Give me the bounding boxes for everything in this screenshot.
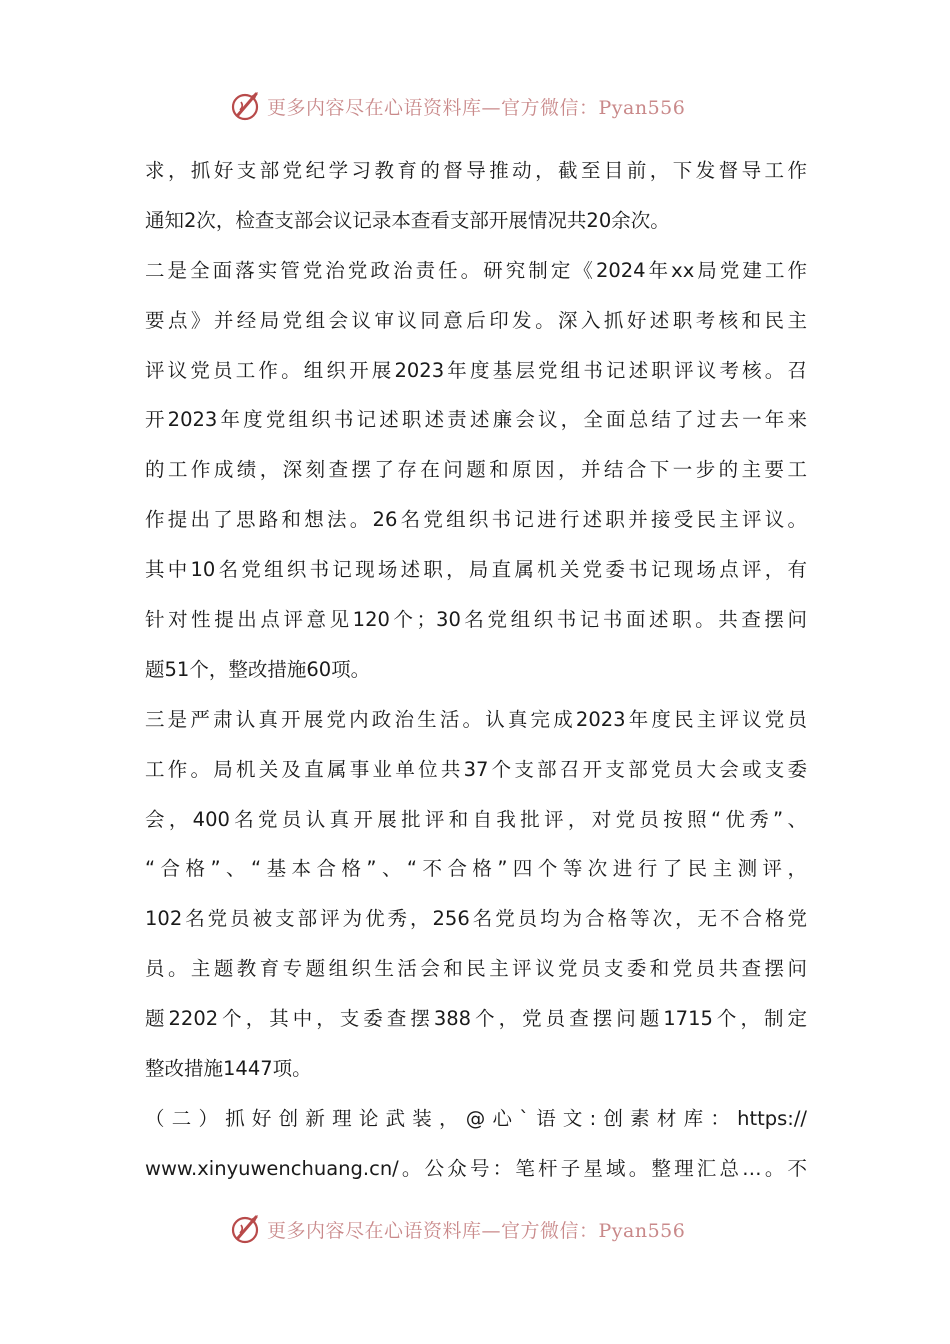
footer-watermark xyxy=(229,1209,685,1249)
body-line: 题51个，整改措施60项。 xyxy=(145,657,371,681)
body-line: 102名党员被支部评为优秀，256名党员均为合格等次，无不合格党 xyxy=(145,907,807,931)
header-watermark xyxy=(229,86,685,126)
body-line: 评议党员工作。组织开展2023年度基层党组书记述职评议考核。召 xyxy=(145,358,807,382)
body-line: 工作。局机关及直属事业单位共37个支部召开支部党员大会或支委 xyxy=(145,757,807,781)
body-line: 求，抓好支部党纪学习教育的督导推动，截至目前，下发督导工作 xyxy=(145,159,807,182)
body-line: 针对性提出点评意见120个；30名党组织书记书面述职。共查摆问 xyxy=(145,608,807,632)
watermark-text: 更多内容尽在心语资料库—官方微信：Pyan556 xyxy=(267,96,686,119)
body-line: 通知2次，检查支部会议记录本查看支部开展情况共20余次。 xyxy=(145,208,670,232)
document-body xyxy=(145,146,807,1194)
body-line: 二是全面落实管党治党政治责任。研究制定《2024年xx局党建工作 xyxy=(145,258,807,282)
watermark-text: 更多内容尽在心语资料库—官方微信：Pyan556 xyxy=(267,1219,686,1242)
body-line: 开2023年度党组织书记述职述责述廉会议，全面总结了过去一年来 xyxy=(145,408,807,432)
body-line: 要点》并经局党组会议审议同意后印发。深入抓好述职考核和民主 xyxy=(145,308,807,332)
body-line: 的工作成绩，深刻查摆了存在问题和原因，并结合下一步的主要工 xyxy=(145,458,807,482)
pen-circle-logo-icon xyxy=(229,89,263,123)
body-line: （二）抓好创新理论武装，@心`语文:创素材库：https:// xyxy=(145,1106,807,1130)
pen-circle-logo-icon xyxy=(229,1212,263,1246)
body-line: 整改措施1447项。 xyxy=(145,1057,312,1081)
body-line: 作提出了思路和想法。26名党组织书记进行述职并接受民主评议。 xyxy=(145,508,807,532)
body-line: 员。主题教育专题组织生活会和民主评议党员支委和党员共查摆问 xyxy=(145,957,807,981)
body-line: “合格”、“基本合格”、“不合格”四个等次进行了民主测评， xyxy=(145,857,807,881)
body-line: www.xinyuwenchuang.cn/。公众号：笔杆子星域。整理汇总…。不 xyxy=(145,1156,807,1180)
body-line: 会，400名党员认真开展批评和自我批评，对党员按照“优秀”、 xyxy=(145,807,807,831)
body-line: 题2202个，其中，支委查摆388个，党员查摆问题1715个，制定 xyxy=(145,1007,807,1031)
body-line: 其中10名党组织书记现场述职，局直属机关党委书记现场点评，有 xyxy=(145,558,807,582)
body-line: 三是严肃认真开展党内政治生活。认真完成2023年度民主评议党员 xyxy=(145,707,807,731)
